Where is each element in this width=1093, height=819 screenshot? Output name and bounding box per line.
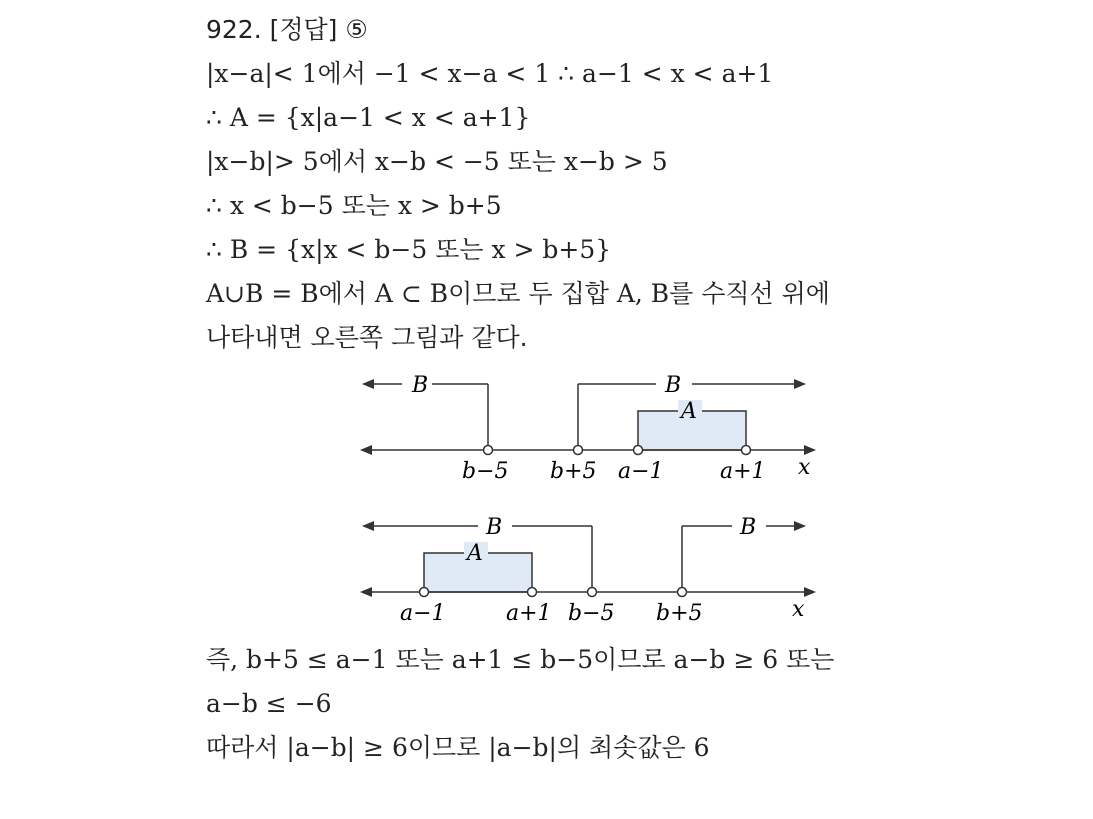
endpoint-a-minus-1 (634, 446, 643, 455)
endpoint-b-plus-5 (678, 588, 687, 597)
set-B-left-arrow (362, 379, 374, 389)
tick-label: a+1 (506, 601, 552, 626)
number-line-diagram-2 (350, 508, 830, 634)
set-B-right-arrow (794, 521, 806, 531)
set-B-right-label: B (665, 373, 682, 398)
tick-label: a−1 (618, 459, 664, 484)
solution-line-7: 나타내면 오른쪽 그림과 같다. (206, 323, 528, 352)
set-B-right-label: B (740, 515, 757, 540)
tick-label: b+5 (656, 601, 703, 626)
conclusion-line-3: 따라서 |a−b| ≥ 6이므로 |a−b|의 최솟값은 6 (206, 733, 710, 762)
tick-label: b−5 (568, 601, 615, 626)
tick-label: a+1 (720, 459, 766, 484)
conclusion-line-1: 즉, b+5 ≤ a−1 또는 a+1 ≤ b−5이므로 a−b ≥ 6 또는 (206, 645, 835, 674)
number-line-diagram-1 (350, 366, 830, 492)
endpoint-b-minus-5 (588, 588, 597, 597)
axis-label-x: x (798, 455, 811, 480)
solution-line-1: |x−a|< 1에서 −1 < x−a < 1 ∴ a−1 < x < a+1 (206, 59, 774, 88)
axis-arrow-left (360, 587, 372, 597)
axis-label-x: x (792, 597, 805, 622)
axis-arrow-right (804, 445, 816, 455)
solution-line-6: A∪B = B에서 A ⊂ B이므로 두 집합 A, B를 수직선 위에 (206, 279, 830, 308)
tick-label: b+5 (550, 459, 597, 484)
tick-label: a−1 (400, 601, 446, 626)
endpoint-a-plus-1 (528, 588, 537, 597)
endpoint-b-minus-5 (484, 446, 493, 455)
set-B-left-label: B (412, 373, 429, 398)
solution-line-4: ∴ x < b−5 또는 x > b+5 (206, 191, 502, 220)
solution-line-2: ∴ A = {x|a−1 < x < a+1} (206, 103, 531, 132)
set-B-right-arrow (794, 379, 806, 389)
set-A-label: A (467, 541, 483, 566)
answer-header: 922. [정답] ⑤ (206, 15, 368, 44)
endpoint-a-plus-1 (742, 446, 751, 455)
conclusion-line-2: a−b ≤ −6 (206, 689, 332, 718)
solution-line-3: |x−b|> 5에서 x−b < −5 또는 x−b > 5 (206, 147, 668, 176)
solution-line-5: ∴ B = {x|x < b−5 또는 x > b+5} (206, 235, 612, 264)
endpoint-b-plus-5 (574, 446, 583, 455)
set-B-left-arrow (362, 521, 374, 531)
set-A-label: A (681, 399, 697, 424)
endpoint-a-minus-1 (420, 588, 429, 597)
set-B-left-label: B (486, 515, 503, 540)
axis-arrow-left (360, 445, 372, 455)
tick-label: b−5 (462, 459, 509, 484)
axis-arrow-right (804, 587, 816, 597)
